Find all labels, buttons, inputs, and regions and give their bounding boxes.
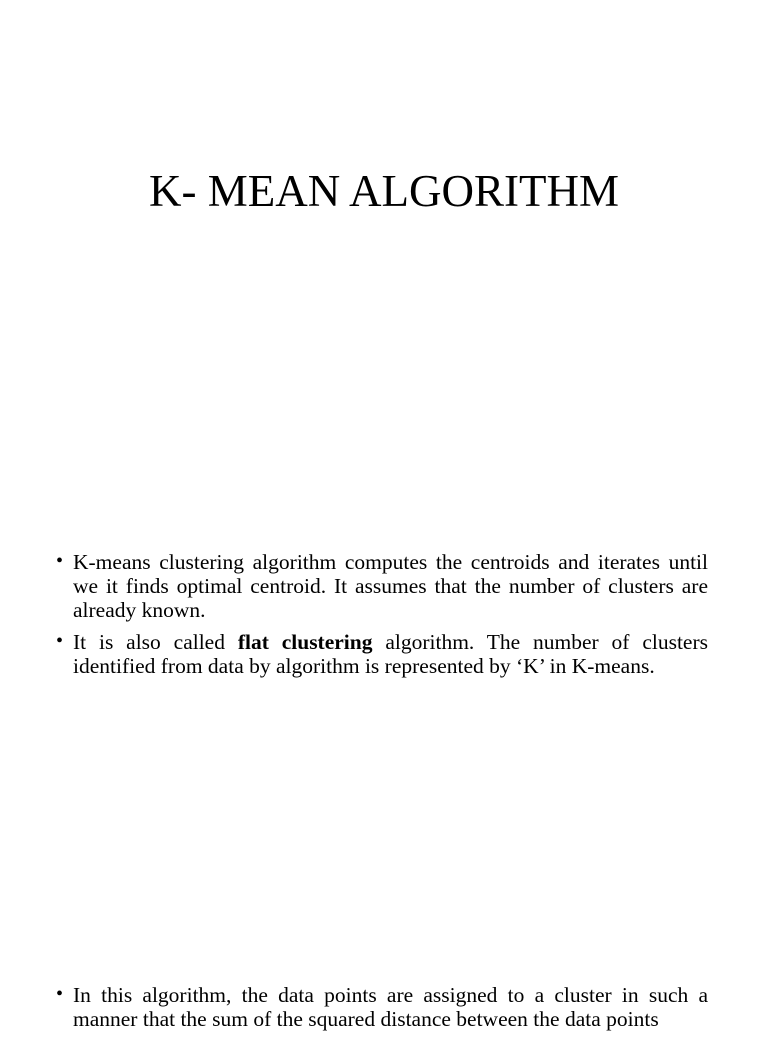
slide-title: K- MEAN ALGORITHM (149, 166, 619, 216)
bullet-text-lead: It is also called (73, 630, 238, 654)
bullet-text-bold-term: flat clustering (237, 630, 373, 654)
bullet-item (56, 550, 708, 622)
bullet-text-tail: algorithm. The number of clusters identified from data by algorithm is represented by ‘K’ in K-means. (73, 630, 708, 678)
bullet-marker: • (56, 983, 64, 1005)
bullet-text: K-means clustering algorithm computes the centroids and iterates until we it finds optimal centroid. It assumes that the number of clusters are already known. (73, 550, 708, 622)
bullet-marker: • (56, 630, 64, 652)
bullet-list-bottom (56, 983, 708, 1039)
bullet-text: In this algorithm, the data points are assigned to a cluster in such a manner that the sum of the squared distance between the data points (73, 983, 708, 1031)
bullet-item (56, 630, 708, 678)
bullet-marker: • (56, 550, 64, 572)
bullet-list-top (56, 550, 708, 686)
